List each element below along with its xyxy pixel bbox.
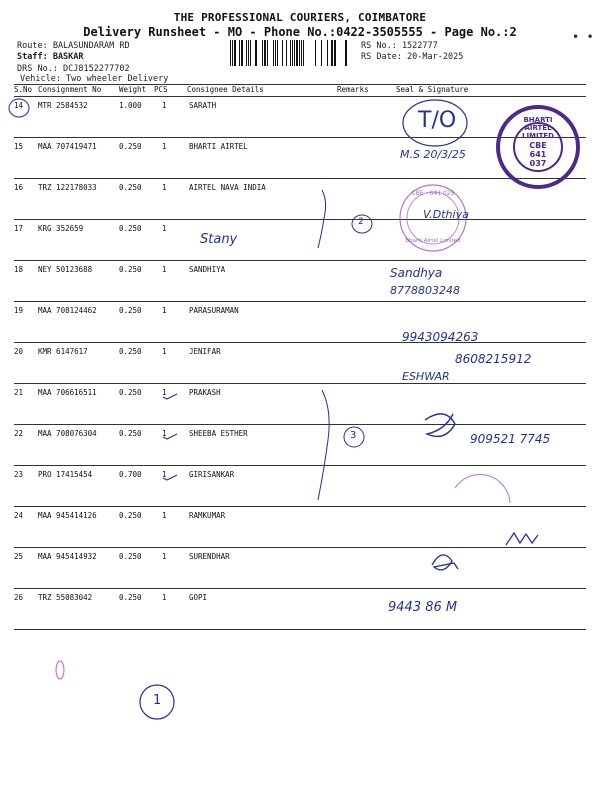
row-weight: 0.250	[119, 552, 142, 561]
row-consignee: SHEEBA ESTHER	[189, 429, 248, 438]
bracket-mark	[318, 190, 326, 248]
col-weight: Weight	[119, 85, 147, 94]
row-weight: 0.250	[119, 183, 142, 192]
tick-icon	[163, 475, 177, 480]
col-sno: S.No	[14, 85, 33, 94]
bracket-mark	[318, 390, 329, 500]
row-consignment-no: NEY 50123688	[38, 265, 93, 274]
airtel-stamp-code: CBE 641 037	[529, 141, 547, 168]
runsheet-title: Delivery Runsheet - MO - Phone No.:0422-3505555 - Page No.:2	[83, 25, 517, 39]
drs-number: DRS No.: DCJ8152277702	[17, 64, 130, 74]
row-weight: 0.250	[119, 429, 142, 438]
row-pcs: 1	[162, 183, 167, 192]
row20-phone: 8608215912	[455, 352, 532, 366]
row15-signature: M.S 20/3/25	[400, 148, 466, 161]
row-weight: 0.250	[119, 142, 142, 151]
corner-mark: • •	[572, 30, 594, 44]
tick-icon	[163, 394, 177, 399]
row26-signature: 9443 86 M	[388, 600, 458, 615]
row-consignee: PARASURAMAN	[189, 306, 239, 315]
row-pcs: 1	[162, 101, 167, 110]
tick-icon	[163, 434, 177, 439]
row-sno: 25	[14, 552, 24, 561]
rs-date: RS Date: 20-Mar-2025	[361, 52, 464, 62]
row-consignee: PRAKASH	[189, 388, 221, 397]
row-pcs: 1	[162, 142, 167, 151]
remark-3-number: 3	[350, 430, 357, 441]
signature-row24	[506, 533, 538, 545]
row-consignment-no: MAA 706616511	[38, 388, 97, 397]
row-sno: 26	[14, 593, 24, 602]
airtel-stamp-text: BHARTI AIRTEL LIMITED	[521, 116, 554, 140]
remark-2-number: 2	[358, 217, 364, 227]
purple-stamp-name: Bharti Airtel Limited	[405, 238, 461, 244]
footer-count: 1	[153, 693, 162, 708]
row-consignment-no: KMR 6147617	[38, 347, 88, 356]
row-sno: 24	[14, 511, 24, 520]
row-weight: 0.250	[119, 306, 142, 315]
row18-signature: Sandhya	[390, 266, 443, 280]
row-sno: 20	[14, 347, 24, 356]
row-weight: 1.000	[119, 101, 142, 110]
row-pcs: 1	[162, 511, 167, 520]
row-weight: 0.250	[119, 593, 142, 602]
col-consignment: Consignment No	[38, 85, 102, 94]
pink-mark	[56, 661, 64, 679]
row-weight: 0.250	[119, 347, 142, 356]
faint-stamp-arc	[455, 475, 510, 503]
route-label: Route: BALASUNDARAM RD	[17, 41, 130, 51]
row-consignee: AIRTEL NAVA INDIA	[189, 183, 266, 192]
row-consignee: RAMKUMAR	[189, 511, 226, 520]
row-weight: 0.250	[119, 224, 142, 233]
row-weight: 0.250	[119, 265, 142, 274]
row-consignee: GIRISANKAR	[189, 470, 235, 479]
row-consignment-no: MAA 708076304	[38, 429, 97, 438]
company-title: THE PROFESSIONAL COURIERS, COIMBATORE	[173, 11, 427, 24]
row22-phone: 909521 7745	[470, 432, 551, 446]
row-consignee: GOPI	[189, 593, 208, 602]
signature-row22	[425, 414, 455, 437]
row-consignee: SANDHIYA	[189, 265, 226, 274]
sno-circle-mark	[9, 99, 29, 117]
row-pcs: 1	[162, 388, 167, 397]
row-pcs: 1	[162, 347, 167, 356]
col-pcs: PCS	[154, 85, 168, 94]
row-pcs: 1	[162, 224, 167, 233]
row18-phone: 8778803248	[390, 284, 460, 297]
row-weight: 0.250	[119, 388, 142, 397]
row-weight: 0.700	[119, 470, 142, 479]
row-consignment-no: MAA 708124462	[38, 306, 97, 315]
col-seal-signature: Seal & Signature	[396, 85, 469, 94]
row-sno: 22	[14, 429, 24, 438]
row14-to-handwriting: T/O	[418, 108, 457, 133]
row-consignment-no: MTR 2584532	[38, 101, 88, 110]
row-consignment-no: MAA 945414932	[38, 552, 97, 561]
row-sno: 17	[14, 224, 24, 233]
staff-label: Staff: BASKAR	[17, 52, 84, 62]
row-pcs: 1	[162, 470, 167, 479]
row-consignment-no: TRZ 55083042	[38, 593, 93, 602]
row-pcs: 1	[162, 593, 167, 602]
row-consignment-no: KRG 352659	[38, 224, 84, 233]
row17-handwritten-name: Stany	[200, 232, 238, 247]
rs-number: RS No.: 1522777	[361, 41, 438, 51]
row20-handwritten-name: ESHWAR	[402, 370, 450, 383]
row-pcs: 1	[162, 306, 167, 315]
purple-stamp-code: CBE - 641 025	[411, 190, 455, 197]
row16-signature: V.Dthiya	[423, 208, 469, 221]
row-consignee: SURENDHAR	[189, 552, 230, 561]
row-consignee: JENIFAR	[189, 347, 221, 356]
row-sno: 15	[14, 142, 24, 151]
row-sno: 16	[14, 183, 24, 192]
row-consignment-no: MAA 945414126	[38, 511, 97, 520]
row-consignment-no: PRO 17415454	[38, 470, 93, 479]
row-pcs: 1	[162, 265, 167, 274]
row-pcs: 1	[162, 552, 167, 561]
row-sno: 18	[14, 265, 24, 274]
signature-row25	[432, 555, 458, 570]
row-consignment-no: TRZ 122178033	[38, 183, 97, 192]
row-sno: 23	[14, 470, 24, 479]
row19-phone: 9943094263	[402, 330, 479, 344]
col-remarks: Remarks	[337, 85, 369, 94]
row-sno: 19	[14, 306, 24, 315]
row-pcs: 1	[162, 429, 167, 438]
row-consignee: BHARTI AIRTEL	[189, 142, 248, 151]
row-sno: 21	[14, 388, 24, 397]
vehicle-label: Vehicle: Two wheeler Delivery	[20, 74, 169, 84]
row-sno: 14	[14, 101, 24, 110]
col-consignee: Consignee Details	[187, 85, 264, 94]
row-weight: 0.250	[119, 511, 142, 520]
row-consignment-no: MAA 707419471	[38, 142, 97, 151]
row-consignee: SARATH	[189, 101, 217, 110]
